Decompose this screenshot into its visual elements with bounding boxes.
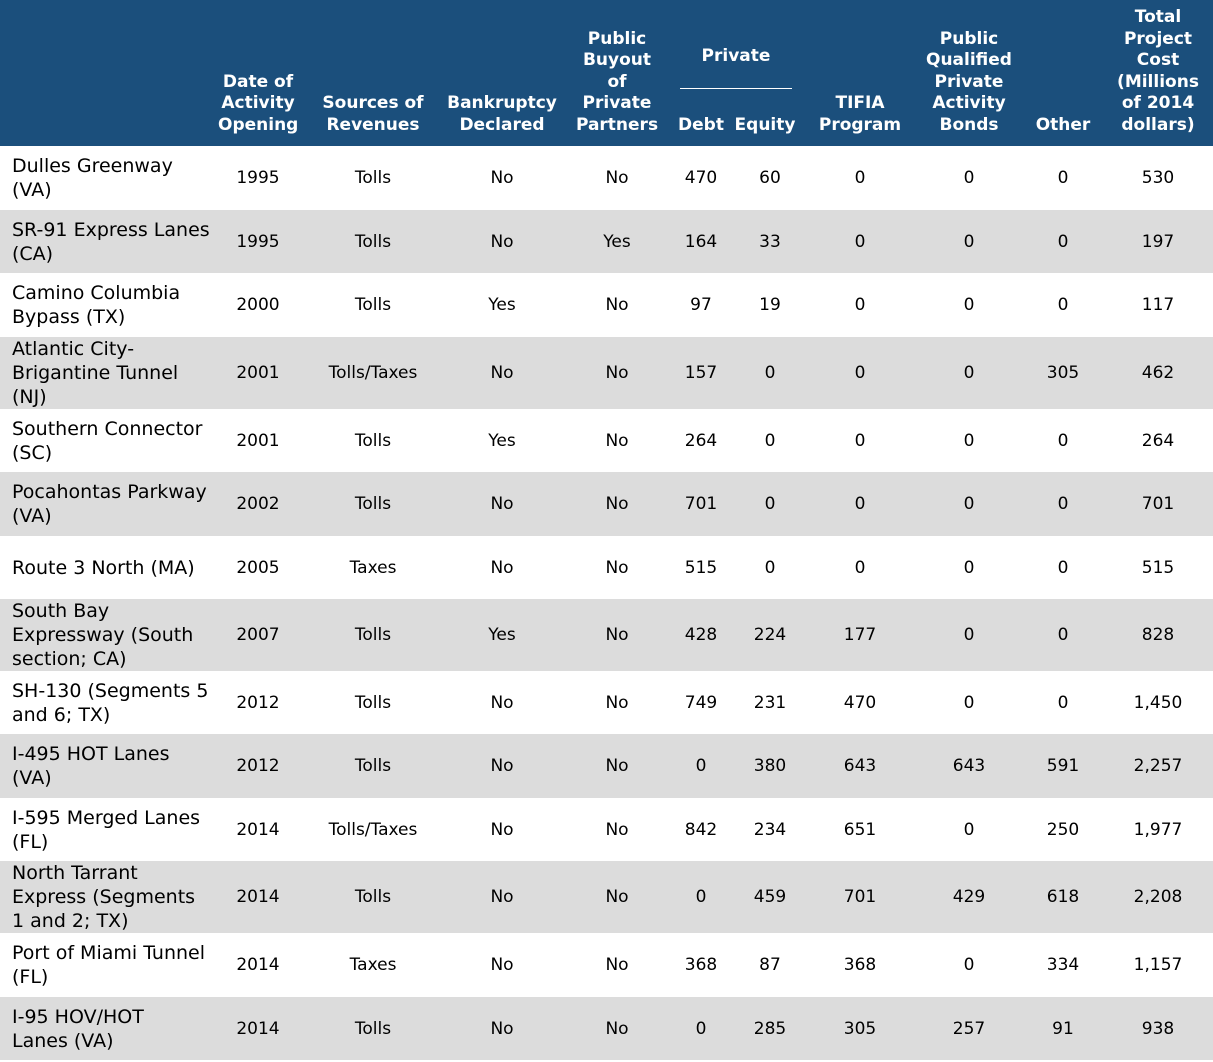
cell-debt: 97 xyxy=(690,295,712,315)
cell-date: 2005 xyxy=(236,557,280,578)
cell-bankruptcy: No xyxy=(490,756,514,776)
cell-other: 0 xyxy=(1057,494,1069,514)
cell-tifia: 177 xyxy=(843,625,877,645)
cell-debt: 157 xyxy=(684,363,718,383)
cell-pab: 0 xyxy=(963,625,975,645)
cell-equity: 0 xyxy=(764,494,776,514)
cell-buyout: No xyxy=(605,295,629,315)
cell-total: 197 xyxy=(1141,231,1175,252)
cell-equity: 459 xyxy=(753,887,787,907)
cell-pab: 0 xyxy=(963,955,975,975)
cell-pab: 257 xyxy=(952,1018,986,1039)
cell-sources: Tolls xyxy=(354,887,392,907)
cell-bankruptcy: No xyxy=(490,168,514,188)
table-row xyxy=(0,997,1213,1060)
cell-tifia: 643 xyxy=(843,756,877,776)
cell-tifia: 0 xyxy=(854,168,866,188)
cell-other: 305 xyxy=(1046,363,1080,383)
cell-other: 250 xyxy=(1046,819,1080,840)
table-body xyxy=(0,146,1213,1060)
cell-buyout: No xyxy=(605,887,629,907)
cell-total: 117 xyxy=(1141,295,1175,315)
cell-pab: 0 xyxy=(963,430,975,451)
cell-sources: Tolls xyxy=(354,756,392,776)
cell-tifia: 305 xyxy=(843,1018,877,1039)
cell-other: 618 xyxy=(1046,887,1080,907)
cell-pab: 0 xyxy=(963,692,975,713)
cell-date: 2001 xyxy=(236,430,280,451)
cell-pab: 429 xyxy=(952,887,986,907)
cell-project-name: North Tarrant Express (Segments 1 and 2; TX) xyxy=(12,862,196,932)
cell-buyout: No xyxy=(605,756,629,776)
cell-other: 0 xyxy=(1057,168,1069,188)
cell-buyout: No xyxy=(605,363,629,383)
cell-bankruptcy: No xyxy=(490,692,514,713)
table-row xyxy=(0,536,1213,599)
cell-debt: 0 xyxy=(695,1018,707,1039)
cell-pab: 0 xyxy=(963,295,975,315)
cell-buyout: No xyxy=(605,430,629,451)
cell-tifia: 0 xyxy=(854,430,866,451)
cell-date: 2007 xyxy=(236,625,280,645)
header-tifia-program: TIFIA Program xyxy=(818,93,902,135)
header-bankruptcy-declared: Bankruptcy Declared xyxy=(447,93,557,135)
cell-tifia: 0 xyxy=(854,363,866,383)
cell-other: 0 xyxy=(1057,692,1069,713)
cell-pab: 0 xyxy=(963,557,975,578)
table-row xyxy=(0,337,1213,409)
cell-other: 0 xyxy=(1057,625,1069,645)
cell-debt: 0 xyxy=(695,756,707,776)
cell-date: 2014 xyxy=(236,1018,280,1039)
cell-pab: 643 xyxy=(952,756,986,776)
cell-date: 2001 xyxy=(236,363,280,383)
cell-tifia: 651 xyxy=(843,819,877,840)
cell-buyout: No xyxy=(605,692,629,713)
cell-total: 264 xyxy=(1141,430,1175,451)
cell-project-name: SH-130 (Segments 5 and 6; TX) xyxy=(12,679,209,726)
table-row xyxy=(0,210,1213,273)
cell-other: 0 xyxy=(1057,231,1069,252)
cell-equity: 234 xyxy=(753,819,787,840)
cell-equity: 0 xyxy=(764,430,776,451)
cell-total: 938 xyxy=(1141,1018,1175,1039)
table-row xyxy=(0,671,1213,734)
cell-date: 2014 xyxy=(236,887,280,907)
cell-total: 828 xyxy=(1141,625,1175,645)
header-total-project-cost: Total Project Cost (Millions of 2014 dollars) xyxy=(1117,7,1199,135)
cell-sources: Tolls xyxy=(354,1018,392,1039)
cell-project-name: I-95 HOV/HOT Lanes (VA) xyxy=(12,1005,144,1052)
table-row xyxy=(0,472,1213,536)
cell-sources: Taxes xyxy=(349,955,397,975)
cell-debt: 749 xyxy=(684,692,718,713)
cell-date: 2012 xyxy=(236,756,280,776)
cell-debt: 515 xyxy=(684,557,718,578)
table-row xyxy=(0,409,1213,472)
cell-project-name: Dulles Greenway (VA) xyxy=(12,155,173,201)
cell-equity: 0 xyxy=(764,363,776,383)
cell-total: 2,257 xyxy=(1133,756,1183,776)
cell-project-name: Port of Miami Tunnel (FL) xyxy=(12,942,206,988)
table-row xyxy=(0,146,1213,210)
cell-total: 515 xyxy=(1141,557,1175,578)
table-row xyxy=(0,273,1213,337)
header-equity: Equity xyxy=(734,114,796,135)
cell-other: 91 xyxy=(1052,1018,1074,1039)
cell-tifia: 368 xyxy=(843,955,877,975)
table-header xyxy=(0,0,1213,146)
cell-debt: 164 xyxy=(684,231,718,252)
cell-total: 462 xyxy=(1141,363,1175,383)
cell-buyout: No xyxy=(605,1018,629,1039)
cell-sources: Tolls xyxy=(354,231,392,252)
table-row xyxy=(0,798,1213,861)
cell-bankruptcy: Yes xyxy=(488,430,516,451)
cell-project-name: I-495 HOT Lanes (VA) xyxy=(12,743,170,789)
cell-project-name: Camino Columbia Bypass (TX) xyxy=(12,282,181,328)
cell-bankruptcy: No xyxy=(490,819,514,840)
header-other: Other xyxy=(1035,114,1091,135)
cell-total: 701 xyxy=(1141,494,1175,514)
cell-total: 2,208 xyxy=(1133,887,1183,907)
cell-date: 2014 xyxy=(236,819,280,840)
cell-date: 1995 xyxy=(236,231,280,252)
cell-bankruptcy: No xyxy=(490,231,514,252)
cell-buyout: No xyxy=(605,819,629,840)
cell-sources: Taxes xyxy=(349,557,397,578)
cell-buyout: No xyxy=(605,625,629,645)
cell-sources: Tolls xyxy=(354,295,392,315)
cell-debt: 368 xyxy=(684,955,718,975)
cell-date: 2000 xyxy=(236,295,280,315)
cell-project-name: South Bay Expressway (South section; CA) xyxy=(12,600,194,670)
cell-pab: 0 xyxy=(963,231,975,252)
table-row xyxy=(0,734,1213,798)
cell-date: 2012 xyxy=(236,692,280,713)
cell-pab: 0 xyxy=(963,494,975,514)
cell-project-name: Pocahontas Parkway (VA) xyxy=(12,481,207,527)
cell-sources: Tolls xyxy=(354,494,392,514)
cell-equity: 0 xyxy=(764,557,776,578)
cell-equity: 231 xyxy=(753,692,787,713)
cell-equity: 224 xyxy=(753,625,787,645)
cell-project-name: I-595 Merged Lanes (FL) xyxy=(12,806,201,853)
cell-buyout: Yes xyxy=(603,231,631,252)
cell-equity: 60 xyxy=(759,168,781,188)
cell-total: 530 xyxy=(1141,168,1175,188)
cell-date: 1995 xyxy=(236,168,280,188)
cell-debt: 264 xyxy=(684,430,718,451)
cell-pab: 0 xyxy=(963,819,975,840)
cell-other: 0 xyxy=(1057,557,1069,578)
cell-tifia: 0 xyxy=(854,295,866,315)
cell-sources: Tolls/Taxes xyxy=(328,363,418,383)
header-private-divider xyxy=(680,88,792,89)
cell-total: 1,977 xyxy=(1133,819,1183,840)
header-debt: Debt xyxy=(678,114,724,135)
cell-tifia: 0 xyxy=(854,557,866,578)
cell-date: 2014 xyxy=(236,955,280,975)
cell-debt: 701 xyxy=(684,494,718,514)
table-row xyxy=(0,599,1213,671)
cell-equity: 33 xyxy=(759,231,781,252)
cell-date: 2002 xyxy=(236,494,280,514)
cell-other: 0 xyxy=(1057,295,1069,315)
cell-equity: 87 xyxy=(759,955,781,975)
cell-other: 591 xyxy=(1046,756,1080,776)
cell-pab: 0 xyxy=(963,363,975,383)
cell-sources: Tolls/Taxes xyxy=(328,819,418,840)
header-private-group: Private xyxy=(701,46,771,66)
cell-project-name: Route 3 North (MA) xyxy=(12,556,195,579)
cell-pab: 0 xyxy=(963,168,975,188)
cell-debt: 0 xyxy=(695,887,707,907)
cell-bankruptcy: Yes xyxy=(488,295,516,315)
cell-bankruptcy: No xyxy=(490,887,514,907)
table-row xyxy=(0,933,1213,997)
cell-buyout: No xyxy=(605,557,629,578)
cell-bankruptcy: No xyxy=(490,494,514,514)
header-date-of-activity-opening: Date of Activity Opening xyxy=(218,71,299,135)
cell-equity: 285 xyxy=(753,1018,787,1039)
cell-bankruptcy: Yes xyxy=(488,625,516,645)
header-sources-of-revenues: Sources of Revenues xyxy=(322,93,424,135)
cell-other: 334 xyxy=(1046,955,1080,975)
cell-tifia: 0 xyxy=(854,494,866,514)
cell-sources: Tolls xyxy=(354,692,392,713)
cell-tifia: 701 xyxy=(843,887,877,907)
cell-bankruptcy: No xyxy=(490,1018,514,1039)
cell-tifia: 470 xyxy=(843,692,877,713)
cell-project-name: Atlantic City- Brigantine Tunnel (NJ) xyxy=(12,338,179,408)
cell-total: 1,157 xyxy=(1133,955,1183,975)
cell-buyout: No xyxy=(605,494,629,514)
cell-bankruptcy: No xyxy=(490,557,514,578)
cell-sources: Tolls xyxy=(354,430,392,451)
cell-project-name: SR-91 Express Lanes (CA) xyxy=(12,218,210,265)
cell-sources: Tolls xyxy=(354,625,392,645)
cell-buyout: No xyxy=(605,955,629,975)
cell-tifia: 0 xyxy=(854,231,866,252)
cell-debt: 470 xyxy=(684,168,718,188)
cell-total: 1,450 xyxy=(1133,692,1183,713)
cell-project-name: Southern Connector (SC) xyxy=(12,417,203,464)
cell-bankruptcy: No xyxy=(490,363,514,383)
cell-debt: 842 xyxy=(684,819,718,840)
cell-bankruptcy: No xyxy=(490,955,514,975)
cell-equity: 19 xyxy=(759,295,781,315)
header-public-qualified-pab: Public Qualified Private Activity Bonds xyxy=(926,28,1012,135)
cell-buyout: No xyxy=(605,168,629,188)
header-public-buyout: Public Buyout of Private Partners xyxy=(575,28,659,135)
cell-sources: Tolls xyxy=(354,168,392,188)
cell-equity: 380 xyxy=(753,756,787,776)
table-row xyxy=(0,861,1213,933)
cell-debt: 428 xyxy=(684,625,718,645)
cell-other: 0 xyxy=(1057,430,1069,451)
